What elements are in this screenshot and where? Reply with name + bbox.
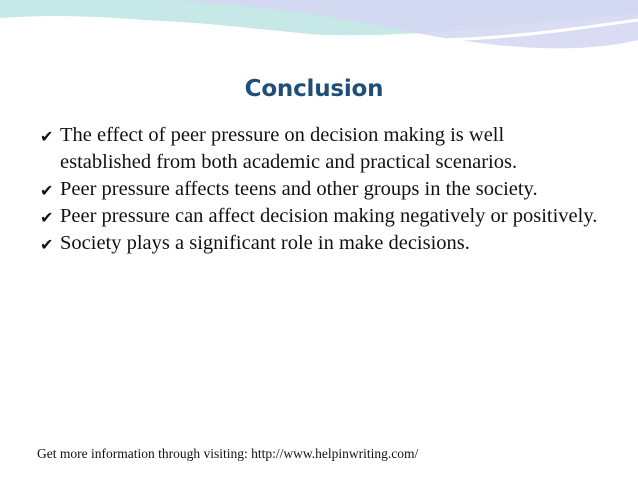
bullet-item — [40, 122, 600, 176]
check-mark-icon: ✔ — [40, 208, 54, 227]
bullet-list — [40, 122, 600, 257]
footer-link-text: Get more information through visiting: http://www.helpinwriting.com/ — [37, 446, 419, 461]
header-swoosh-decoration — [0, 0, 638, 80]
bullet-text: Society plays a significant role in make decisions. — [60, 232, 470, 254]
bullet-text: Peer pressure can affect decision making negatively or positively. — [60, 205, 598, 227]
slide-title: Conclusion — [244, 76, 384, 102]
check-mark-icon: ✔ — [40, 181, 54, 200]
bullet-text: Peer pressure affects teens and other groups in the society. — [60, 178, 538, 200]
bullet-item — [40, 230, 600, 257]
bullet-item — [40, 203, 600, 230]
check-mark-icon: ✔ — [40, 235, 54, 254]
bullet-item — [40, 176, 600, 203]
bullet-text: The effect of peer pressure on decision making is well established from both academic and practical scenarios. — [60, 124, 518, 173]
check-mark-icon: ✔ — [40, 127, 54, 146]
